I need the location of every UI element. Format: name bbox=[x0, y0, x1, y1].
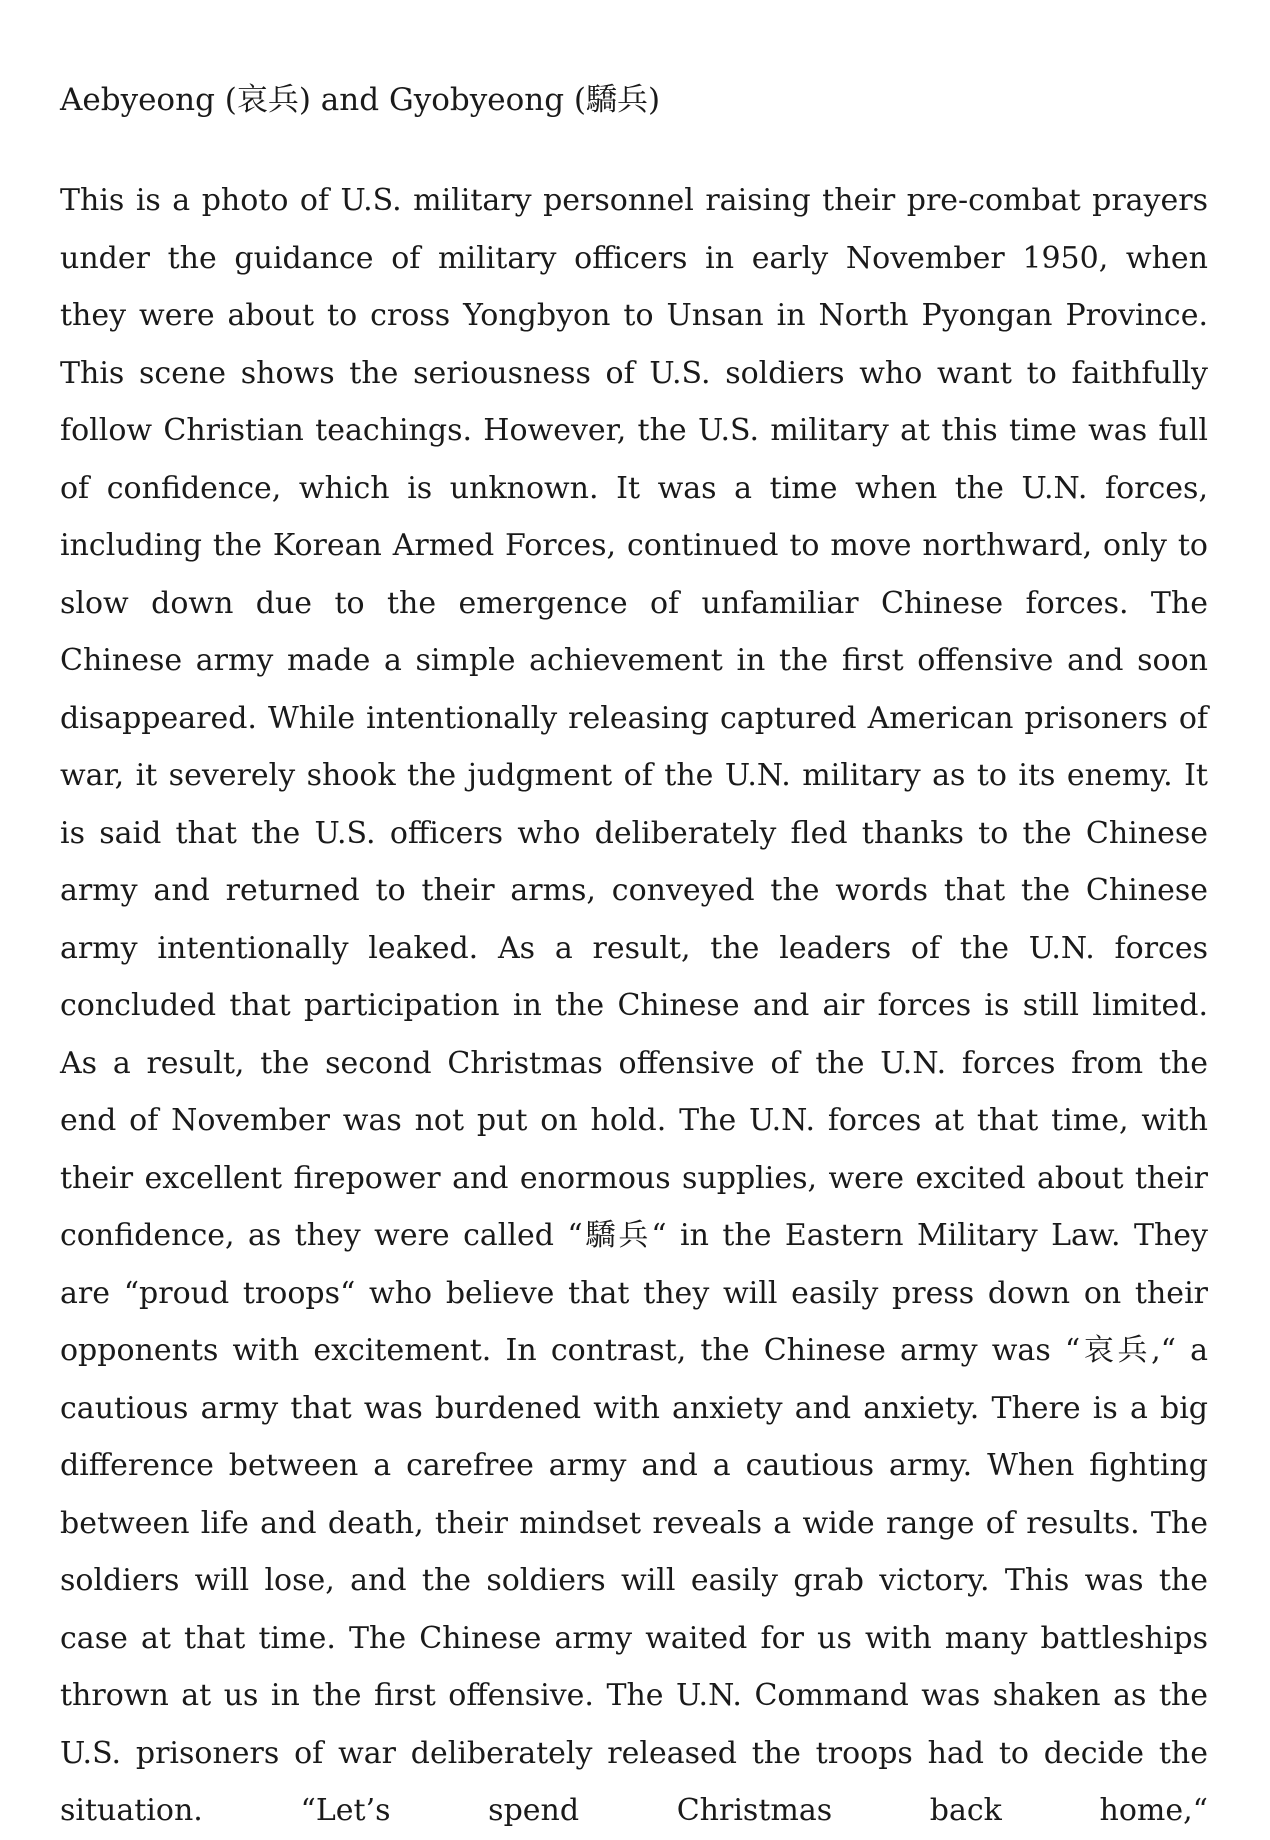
document-page bbox=[60, 72, 1208, 1840]
document-title: Aebyeong (哀兵) and Gyobyeong (驕兵) bbox=[60, 82, 661, 118]
document-body-paragraph: This is a photo of U.S. military personnel raising their pre-combat prayers under the guidance of military officers in early November 1950, when they were about to cross Yongbyon to Unsan in North Pyongan Province. This scene shows the seriousness of U.S. soldiers who want to faithfully follow Christian teachings. However, the U.S. military at this time was full of confidence, which is unknown. It was a time when the U.N. forces, including the Korean Armed Forces, continued to move northward, only to slow down due to the emergence of unfamiliar Chinese forces. The Chinese army made a simple achievement in the first offensive and soon disappeared. While intentionally releasing captured American prisoners of war, it severely shook the judgment of the U.N. military as to its enemy. It is said that the U.S. officers who deliberately fled thanks to the Chinese army and returned to their arms, conveyed the words that the Chinese army intentionally leaked. As a result, the leaders of the U.N. forces concluded that participation in the Chinese and air forces is still limited. As a result, the second Christmas offensive of the U.N. forces from the end of November was not put on hold. The U.N. forces at that time, with their excellent firepower and enormous supplies, were excited about their confidence, as they were called “驕兵“ in the Eastern Military Law. They are “proud troops“ who believe that they will easily press down on their opponents with excitement. In contrast, the Chinese army was “哀兵,“ a cautious army that was burdened with anxiety and anxiety. There is a big difference between a carefree army and a cautious army. When fighting between life and death, their mindset reveals a wide range of results. The soldiers will lose, and the soldiers will easily grab victory. This was the case at that time. The Chinese army waited for us with many battleships thrown at us in the first offensive. The U.N. Command was shaken as the U.S. prisoners of war deliberately released the troops had to decide the situation. “Let’s spend Christmas back home,“ bbox=[60, 183, 1208, 1828]
